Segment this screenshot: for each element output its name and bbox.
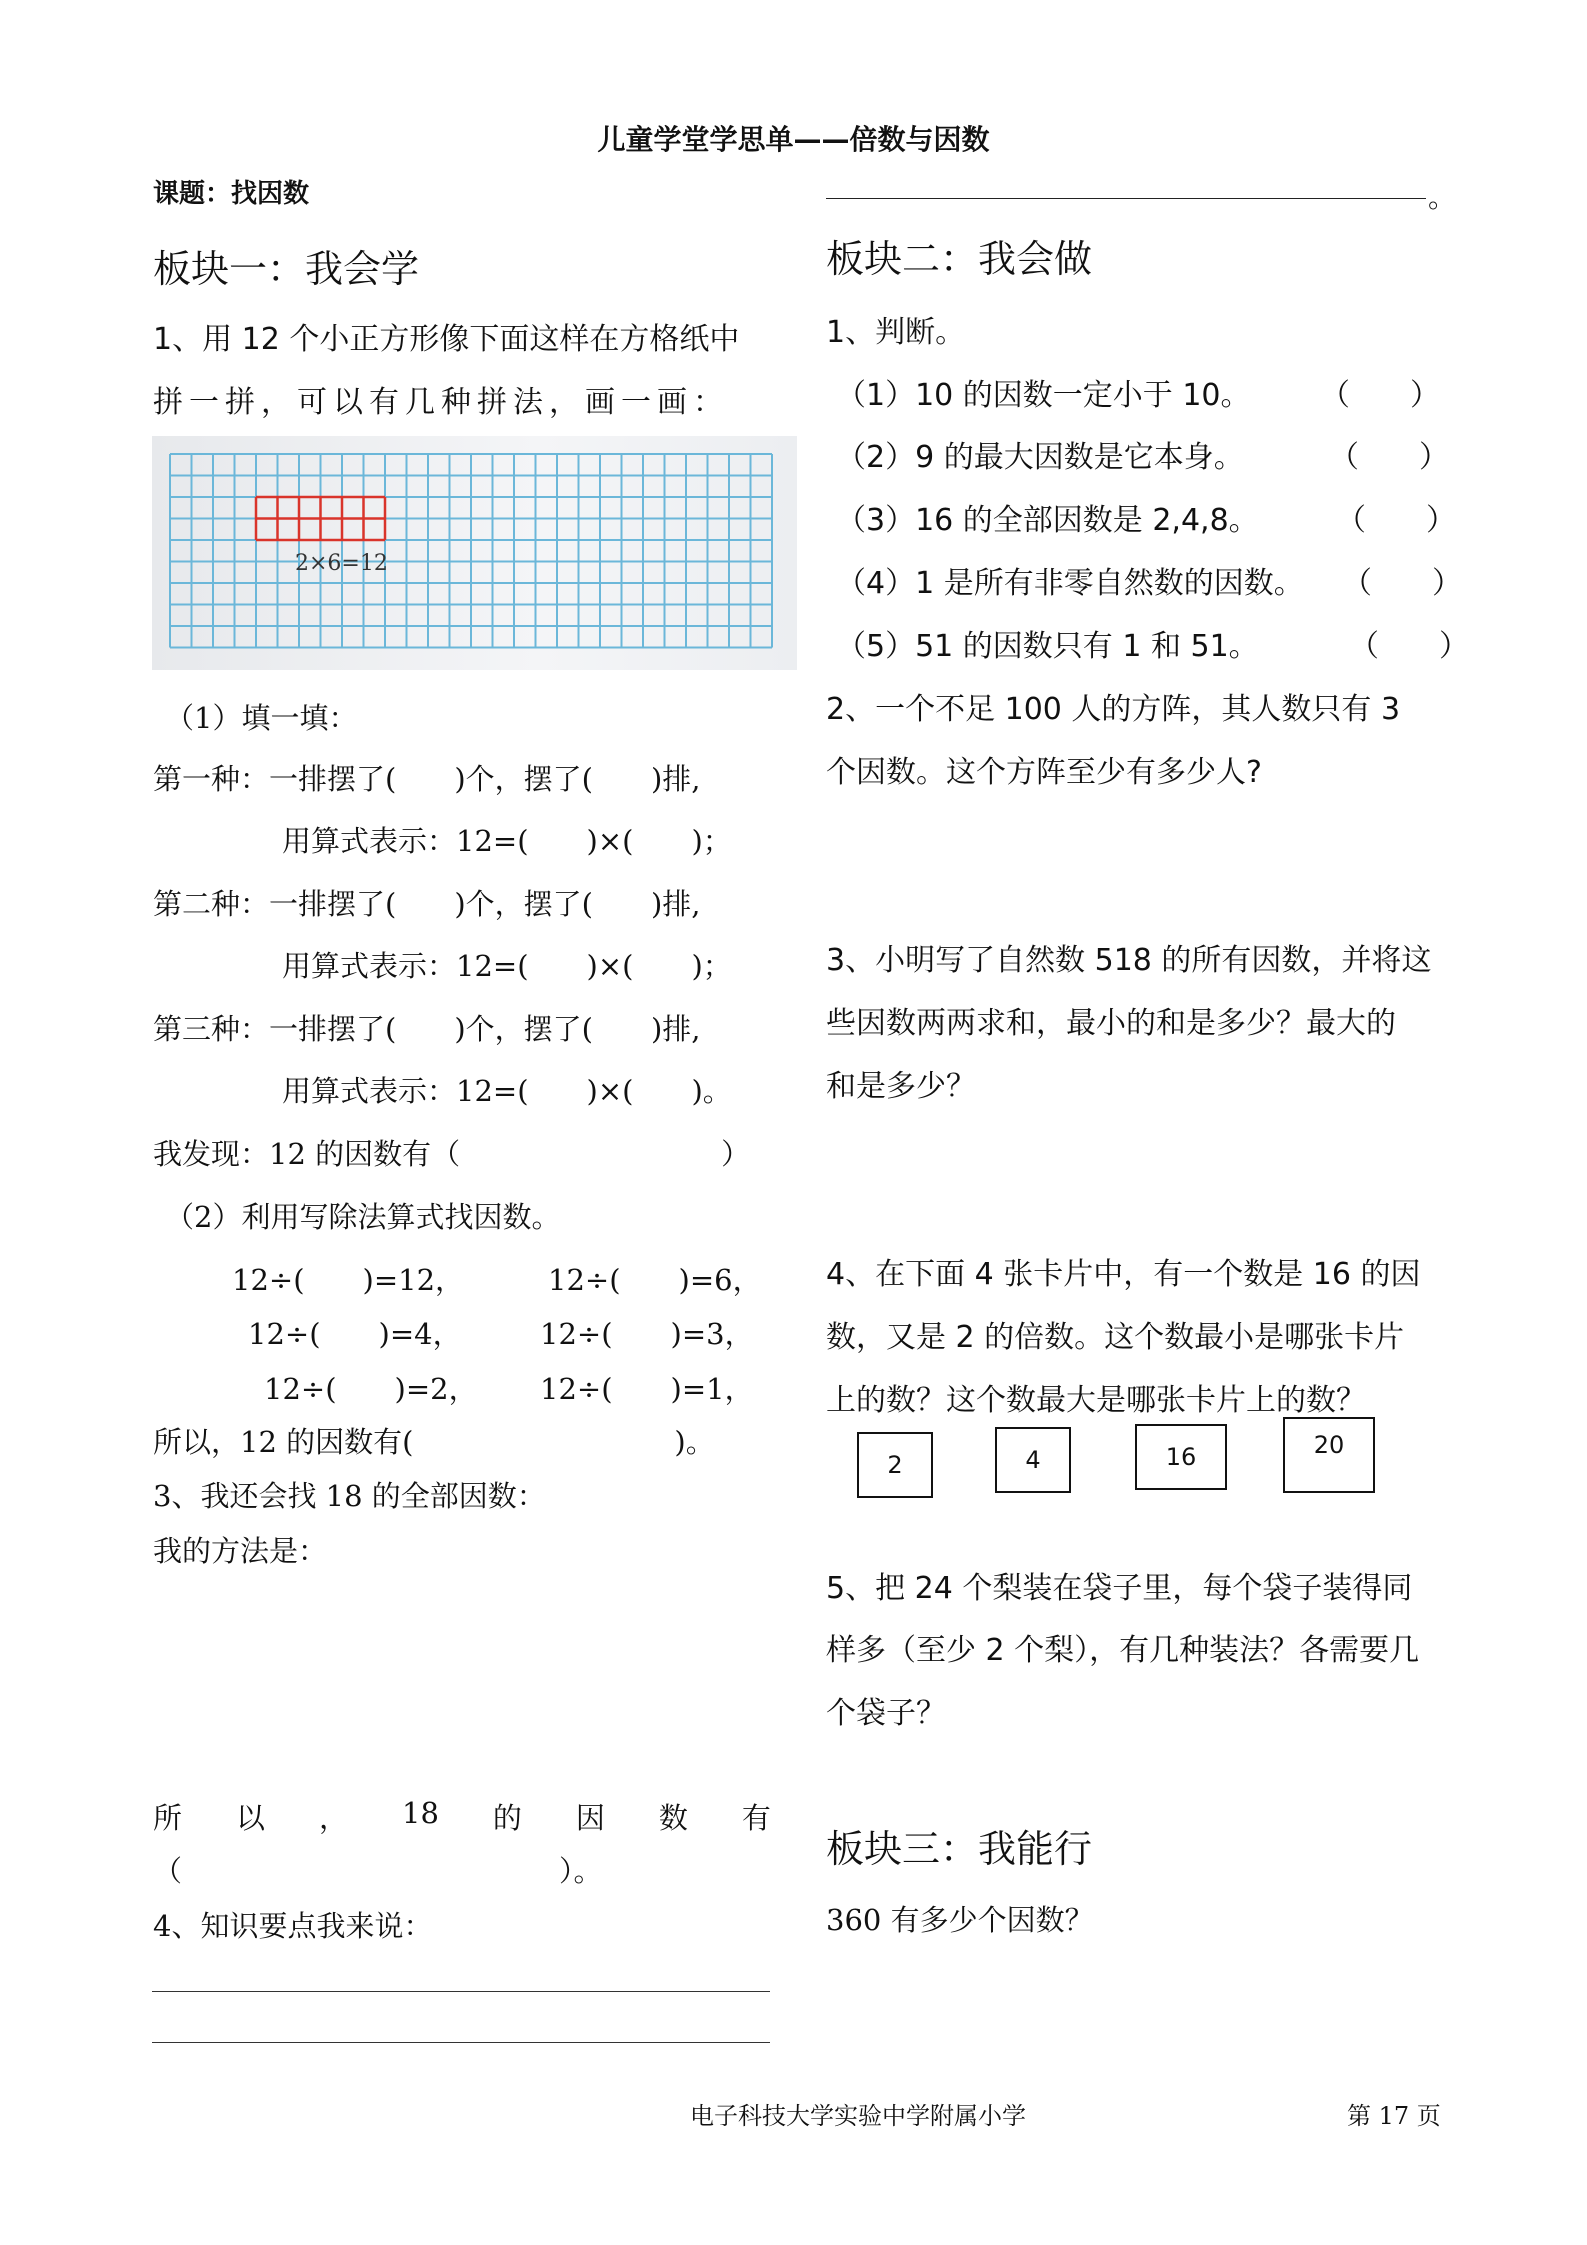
grid-paper-figure (152, 436, 797, 670)
so-18-row (153, 1796, 771, 1837)
div-r1-b: 12÷( )=6， (548, 1263, 762, 1297)
so18-w4: 的 (492, 1801, 522, 1835)
section-2-heading: 板块二：我会做 (826, 237, 1093, 281)
so18-w0: 所 (153, 1801, 183, 1835)
q5-line3: 个袋子？ (826, 1696, 946, 1731)
div-r2-a: 12÷( )=4， (248, 1317, 462, 1351)
discover-12: 我发现：12 的因数有（ ） (153, 1137, 751, 1171)
method-label: 我的方法是： (153, 1534, 328, 1568)
so-12-factors: 所以，12 的因数有( )。 (153, 1425, 715, 1459)
judge-3-paren: （ ） (1336, 503, 1456, 538)
q3-line3: 和是多少？ (826, 1069, 976, 1104)
way-2-row: 第二种：一排摆了( )个，摆了( )排, (153, 887, 701, 921)
way-1-row: 第一种：一排摆了( )个，摆了( )排, (153, 762, 701, 796)
card-20 (1283, 1417, 1375, 1493)
answer-line-1 (152, 1991, 770, 1992)
judge-5-text: （5）51 的因数只有 1 和 51。 (836, 629, 1259, 664)
section-1-heading: 板块一：我会学 (153, 247, 420, 291)
way-3-expr: 用算式表示：12=( )×( )。 (282, 1074, 732, 1108)
q1-line1: 1、用 12 个小正方形像下面这样在方格纸中 (153, 322, 740, 357)
judge-3-text: （3）16 的全部因数是 2,4,8。 (836, 503, 1259, 538)
judge-5-paren: （ ） (1349, 629, 1469, 664)
q4-line1: 4、在下面 4 张卡片中，有一个数是 16 的因 (826, 1257, 1421, 1292)
lesson-title: 课题：找因数 (153, 179, 310, 209)
q5-line2: 样多（至少 2 个梨），有几种装法？各需要几 (826, 1633, 1420, 1668)
q2-line1: 2、一个不足 100 人的方阵，其人数只有 3 (826, 692, 1401, 727)
answer-line (826, 198, 1426, 199)
period-mark: 。 (1428, 181, 1457, 214)
judge-2-paren: （ ） (1329, 440, 1449, 475)
div-r1-a: 12÷( )=12， (232, 1263, 465, 1297)
q5-line1: 5、把 24 个梨装在袋子里，每个袋子装得同 (826, 1571, 1413, 1606)
so18-w3: 18 (402, 1796, 439, 1830)
fill-title: （1）填一填： (165, 701, 358, 735)
card-20-label: 20 (1313, 1431, 1345, 1459)
judge-1-paren: （ ） (1320, 378, 1440, 413)
q4-line3: 上的数？这个数最大是哪张卡片上的数？ (826, 1383, 1366, 1418)
q3-find-18: 3、我还会找 18 的全部因数： (153, 1479, 546, 1513)
div-r3-a: 12÷( )=2， (264, 1372, 478, 1406)
judge-2-text: （2）9 的最大因数是它本身。 (836, 440, 1244, 475)
so-18-paren: （ ）。 (153, 1854, 603, 1888)
page-title: 儿童学堂学思单——倍数与因数 (597, 123, 990, 156)
way-3-row: 第三种：一排摆了( )个，摆了( )排, (153, 1012, 701, 1046)
so18-w2: ， (319, 1801, 349, 1835)
q1-line2: 拼一拼，可以有几种拼法，画一画： (153, 385, 729, 420)
section-3-heading: 板块三：我能行 (826, 1827, 1093, 1871)
division-title: （2）利用写除法算式找因数。 (165, 1200, 561, 1234)
q4-knowledge: 4、知识要点我来说： (153, 1909, 433, 1943)
answer-line-2 (152, 2042, 770, 2043)
q-360-factors: 360 有多少个因数？ (826, 1903, 1094, 1937)
so18-w7: 有 (741, 1801, 771, 1835)
so18-w6: 数 (658, 1801, 688, 1835)
card-2: 2 (857, 1432, 933, 1498)
way-2-expr: 用算式表示：12=( )×( )； (282, 949, 732, 983)
judge-4-text: （4）1 是所有非零自然数的因数。 (836, 566, 1304, 601)
judge-title: 1、判断。 (826, 315, 966, 350)
footer-page-number: 第 17 页 (1347, 2102, 1441, 2130)
q3-line2: 些因数两两求和，最小的和是多少？最大的 (826, 1006, 1396, 1041)
q4-line2: 数，又是 2 的倍数。这个数最小是哪张卡片 (826, 1320, 1405, 1355)
q3-line1: 3、小明写了自然数 518 的所有因数，并将这 (826, 943, 1432, 978)
grid-svg (152, 436, 797, 670)
grid-equation-label: 2×6=12 (295, 551, 388, 576)
so18-w5: 因 (575, 1801, 605, 1835)
so18-w1: 以 (236, 1801, 266, 1835)
div-r2-b: 12÷( )=3， (540, 1317, 754, 1351)
div-r3-b: 12÷( )=1， (540, 1372, 754, 1406)
footer-school: 电子科技大学实验中学附属小学 (690, 2102, 1026, 2130)
way-1-expr: 用算式表示：12=( )×( )； (282, 824, 732, 858)
judge-4-paren: （ ） (1342, 566, 1462, 601)
judge-1-text: （1）10 的因数一定小于 10。 (836, 378, 1251, 413)
q2-line2: 个因数。这个方阵至少有多少人? (826, 755, 1262, 790)
card-4: 4 (995, 1427, 1071, 1493)
card-16: 16 (1135, 1424, 1227, 1490)
